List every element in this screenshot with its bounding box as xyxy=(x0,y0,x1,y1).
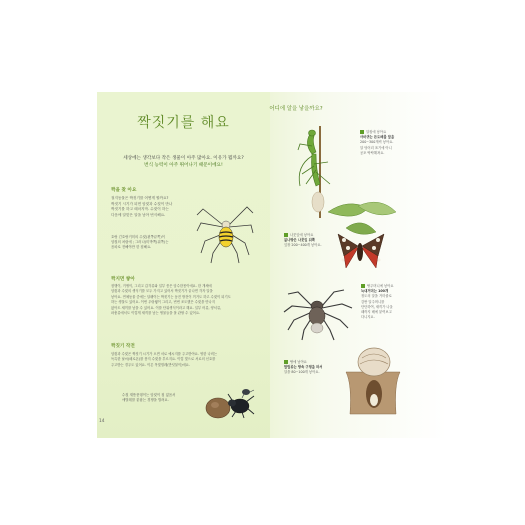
intro-line-2: 번식 능력이 아주 뛰어나기 때문이에요! xyxy=(144,163,223,168)
bullet-icon xyxy=(284,360,288,364)
page-number: 14 xyxy=(99,419,105,424)
intro-line-1: 세상에는 생각보다 작은 생물이 아주 많아요. 이유가 뭘까요? xyxy=(123,156,244,161)
text-line: 낳아요. 연체동물 중에는 달팽이는 짝짓기는 동전 방전이 끼거도 하고 수컷이 되기도 xyxy=(111,294,231,299)
page-title: 짝짓기를 해요 xyxy=(137,115,230,131)
caption-line: 수컷 재똥풍뎅이는 암컷이 집 없음서 xyxy=(122,393,176,397)
caption-line: 알을 80~100개 낳아요. xyxy=(284,370,320,375)
spider-caption xyxy=(111,235,186,251)
right-page-title: 어디에 알을 낳을까요? xyxy=(269,106,323,112)
caption-line: 사마귀는 돈도배를 알을 xyxy=(360,135,395,140)
moth-caption xyxy=(284,233,348,249)
caption-line: 200~300개씩 낳아요. xyxy=(360,140,394,145)
text-line: 다음에 알맞은 알을 낳아 번식해요. xyxy=(111,212,166,217)
text-line: 주고받는 경우도 있어요. 이른 목빛벌레(반딧불이)에요. xyxy=(111,362,190,367)
bullet-icon xyxy=(361,284,365,288)
mantis-caption xyxy=(360,130,422,156)
wolf-spider-caption xyxy=(361,284,421,320)
caption-title-eggsac: 땅주머니에 낳아요 xyxy=(361,284,421,289)
caption-line: 다니지요. xyxy=(361,315,375,320)
text-line: 독특한 날씨(페로몬)를 풍겨 수컷을 부르지요. 이렇 빛으로 서로의 신호를 xyxy=(111,357,216,362)
caption-title-ground: 땅에 낳아요 xyxy=(284,360,348,365)
wolf-spider-illustration xyxy=(282,284,354,342)
caption-line: 잎장 200~400개 낳아요. xyxy=(284,243,322,248)
section-text-find-mate xyxy=(111,196,191,218)
text-line: 짝짓기를 하고 때마지막. 수컷이 하는 xyxy=(111,207,169,212)
text-line: 암컷과 수컷은 짝짓기 시기가 오면 서로 예시지를 주고받아요. 영한 나비는 xyxy=(111,352,218,356)
text-line: 잠행이, 거생이, 그리고 갑각류와 일부 종은 암수한몸이에요. 한 개체에 xyxy=(111,284,212,288)
caption-line: 암컷의 처럼에 ; 그러나(미박쪽(위쪽)는 xyxy=(111,240,169,245)
section-heading-mating-strategy: 짝짓기 작전 xyxy=(111,344,135,349)
section-heading-find-mate: 짝을 찾 아요 xyxy=(111,188,137,193)
intro-text xyxy=(107,155,260,169)
section-text-hermaphrodite xyxy=(111,284,265,316)
caption-line: 알 덩어리 표기에 아니 xyxy=(360,145,392,150)
caption-line: 늑대거미는 100개 xyxy=(361,289,389,294)
text-line: 암컷과 수컷의 생식기를 모두 가지고 있어서 짝짓기가 끝나면 각자 알을 xyxy=(111,289,213,294)
dung-beetle-illustration xyxy=(202,384,260,420)
caption-line: 불나방은 나뭇잎 뒤쪽 xyxy=(284,238,315,243)
caption-line: 감싼 알주머니를 xyxy=(361,299,385,304)
section-heading-hermaphrodite: 짝지면 쌓아 xyxy=(111,277,135,282)
burrow-nest-illustration xyxy=(344,344,402,416)
burrow-caption xyxy=(284,360,348,376)
caption-line: 단단하여, 새끼가 나올 xyxy=(361,304,393,309)
text-line: 절지동물은 짝짓기를 어떻게 할까요? xyxy=(111,196,169,200)
caption-title-eggcase: 알집에 낳아요 xyxy=(360,130,422,135)
bullet-icon xyxy=(360,130,364,134)
text-line: 파충류에서도 이렇게 새끼를 낳는 생물들을 볼 관할 수 있어요. xyxy=(111,311,201,316)
caption-line: 정도의 알을 거미줄로 xyxy=(361,294,392,299)
caption-line: 애벌레를 붙잡는 경쟁을 벌려요. xyxy=(122,398,169,403)
text-line: 짝짓기 시기가 되면 암컷과 수컷이 만나 xyxy=(111,201,173,206)
beetle-caption xyxy=(122,393,182,403)
text-line: 않아도 새끼를 낳을 수 있어요. 이를 단위생식이라고 해요. 일부 어류, 양서류, xyxy=(111,305,222,310)
bullet-icon xyxy=(284,233,288,237)
text-line: 하는 생물도 있어요. 이번 우렁쉥이 그리고, 번번 조도했은 수컷을 만나지 xyxy=(111,300,215,305)
caption-title-leaf: 나뭇잎에 낳아요 xyxy=(284,233,348,238)
caption-line: 호랑 긴호랑거미의 수컷(왼쪽끝쪽)이 xyxy=(111,235,165,239)
caption-line: 때까지 배에 붙여보고 xyxy=(361,310,392,315)
caption-line: 말벌류는 땅속 구멍을 파서 xyxy=(284,365,323,370)
section-text-mating-strategy xyxy=(111,352,265,368)
caption-line: 공포 딱딱해져요. xyxy=(360,150,385,155)
caption-line: 음파로 전해야만 한 집해요. xyxy=(111,245,152,250)
orb-weaver-spider-illustration xyxy=(195,195,255,265)
